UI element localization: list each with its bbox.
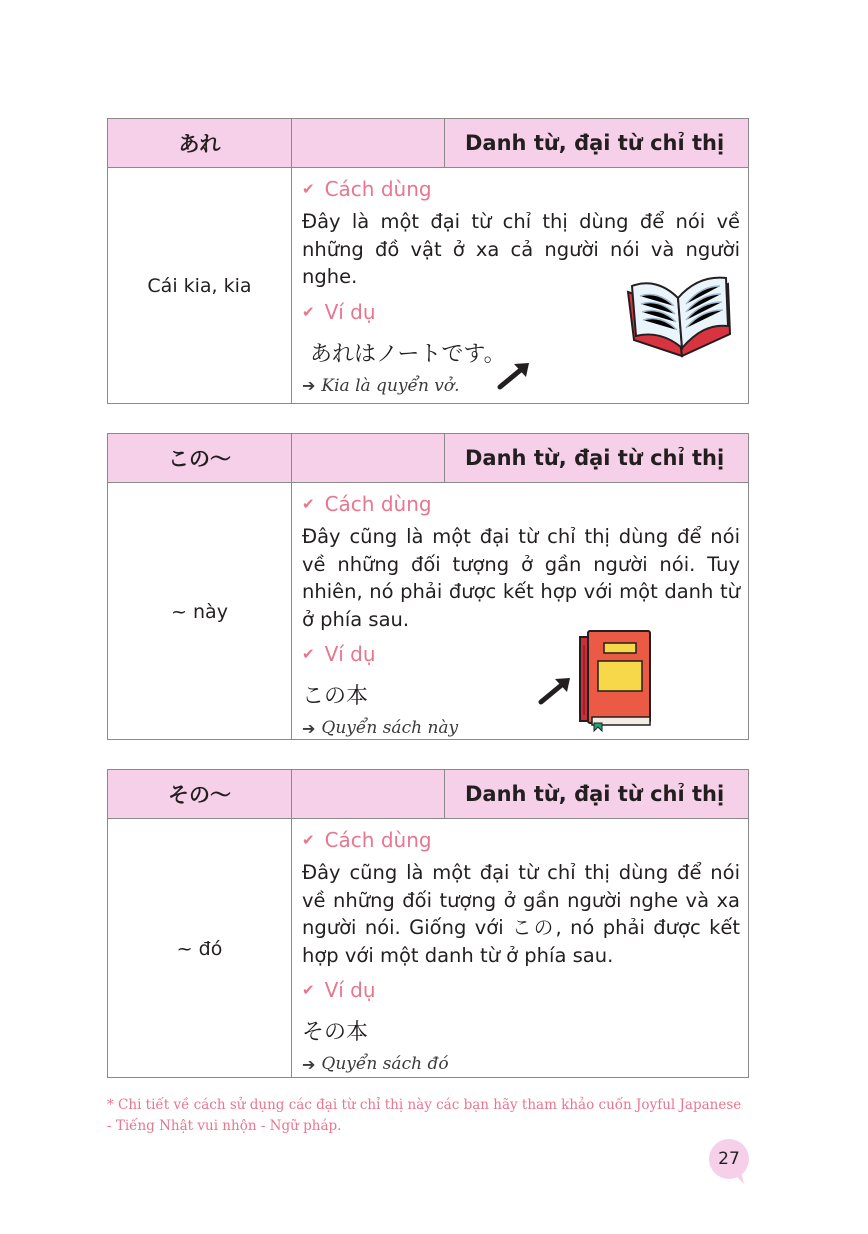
usage-label: Cách dùng [324,828,432,852]
entry-word: その〜 [108,770,292,818]
example-heading [302,639,740,669]
page-number-badge [708,1138,750,1180]
example-label: Ví dụ [324,978,376,1002]
page-number: 27 [718,1149,740,1169]
pointer-arrow-icon [538,675,574,705]
usage-heading [302,174,740,204]
check-icon: ✔ [302,495,315,513]
entry-part-of-speech: Danh từ, đại từ chỉ thị [465,782,725,806]
arrow-right-icon: ➔ [302,718,316,738]
check-icon: ✔ [302,645,315,663]
red-book-icon [576,627,654,733]
entry-word: あれ [108,119,292,167]
entry-meaning: Cái kia, kia [108,168,292,404]
usage-label: Cách dùng [324,492,432,516]
entry-meaning: ~ đó [108,819,292,1078]
entry-header [108,770,748,819]
header-spacer [292,770,445,818]
arrow-right-icon: ➔ [302,376,316,395]
header-spacer [292,119,445,167]
usage-text: Đây cũng là một đại từ chỉ thị dùng để nói về những đối tượng ở gần người nghe và xa người nói. Giống với この, nó phải được kết hợp với một danh từ ở phía sau. [302,861,740,967]
entry-word: この〜 [108,434,292,482]
entry-card-sono [107,769,749,1078]
entry-card-kono [107,433,749,740]
example-japanese: その本 [302,1020,369,1045]
check-icon: ✔ [302,180,315,198]
entry-header [108,434,748,483]
open-notebook-icon [624,272,736,358]
usage-text: Đây là một đại từ chỉ thị dùng để nói về những đồ vật ở xa cả người nói và người nghe. [302,210,740,288]
entry-part-of-speech: Danh từ, đại từ chỉ thị [465,446,725,470]
pointer-arrow-icon [497,360,533,390]
example-label: Ví dụ [324,642,376,666]
check-icon: ✔ [302,981,315,999]
usage-heading [302,825,740,855]
usage-text: Đây cũng là một đại từ chỉ thị dùng để nói về những đối tượng ở gần người nói. Tuy nhiên, nó phải được kết hợp với một danh từ ở phía sau. [302,525,740,631]
check-icon: ✔ [302,302,315,321]
header-spacer [292,434,445,482]
arrow-right-icon: ➔ [302,1054,316,1074]
entry-description [292,819,748,1078]
entry-card-are [107,118,749,404]
entry-description [292,168,748,404]
example-translation: Quyển sách đó [321,1054,449,1074]
example-translation: Quyển sách này [321,718,459,738]
footnote: * Chi tiết về cách sử dụng các đại từ chỉ thị này các bạn hãy tham khảo cuốn Joyful Japanese - Tiếng Nhật vui nhộn - Ngữ pháp. [107,1097,742,1134]
usage-label: Cách dùng [324,177,432,201]
check-icon: ✔ [302,831,315,849]
example-translation-row [302,718,740,738]
example-label: Ví dụ [324,299,376,324]
example-translation: Kia là quyển vở. [321,375,460,396]
usage-heading [302,489,740,519]
example-japanese: あれはノートです。 [310,341,506,367]
entry-description [292,483,748,740]
example-japanese: この本 [302,684,369,709]
entry-part-of-speech: Danh từ, đại từ chỉ thị [465,131,725,155]
entry-meaning: ~ này [108,483,292,740]
example-translation-row [302,1054,740,1074]
example-heading [302,975,740,1005]
entry-header [108,119,748,168]
